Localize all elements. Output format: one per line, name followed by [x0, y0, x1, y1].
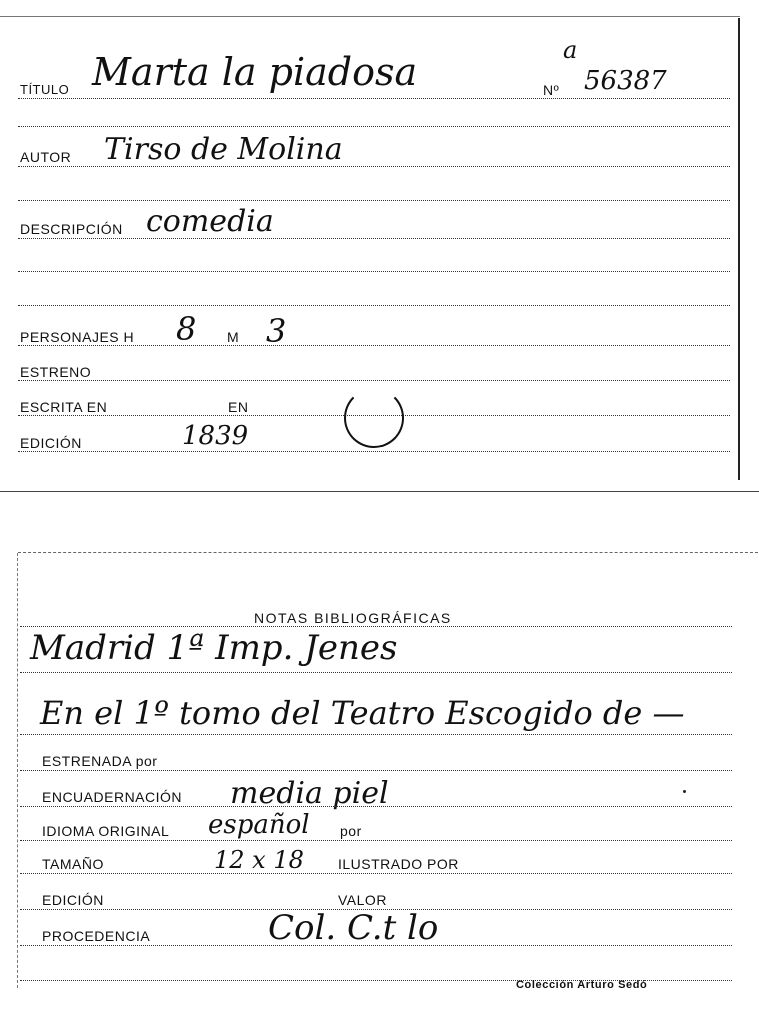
personajes-m-value: 3: [266, 312, 287, 350]
ilustrado-label: ILUSTRADO POR: [338, 856, 459, 872]
encuadernacion-label: ENCUADERNACIÓN: [42, 789, 183, 805]
numero-value: 56387: [584, 66, 667, 96]
estrenada-label: ESTRENADA por: [42, 753, 158, 769]
autor-label: AUTOR: [20, 149, 72, 165]
coleccion-footer: Colección Arturo Sedó: [516, 979, 648, 991]
numero-suffix: a: [563, 36, 578, 64]
titulo-value: Marta la piadosa: [92, 50, 418, 94]
titulo-rule: [18, 98, 730, 99]
edicion-value: 1839: [182, 421, 249, 451]
notas-rule: [20, 626, 732, 627]
punch-hole-circle: [344, 388, 404, 448]
escrita-en-label: ESCRITA EN: [20, 399, 108, 415]
idioma-value: español: [208, 810, 310, 840]
edicion-label: EDICIÓN: [20, 435, 82, 451]
numero-label: Nº: [543, 82, 560, 98]
notas-bibliograficas-heading: NOTAS BIBLIOGRÁFICAS: [254, 610, 452, 626]
notas-line1-rule: [20, 672, 732, 673]
titulo-label: TÍTULO: [20, 82, 70, 97]
tamano-label: TAMAÑO: [42, 856, 104, 872]
estreno-label: ESTRENO: [20, 364, 92, 380]
edicion-label-2: EDICIÓN: [42, 892, 104, 908]
tamano-rule: [20, 873, 732, 874]
personajes-m-label: M: [227, 329, 240, 345]
descripcion-label: DESCRIPCIÓN: [20, 221, 123, 237]
idioma-por-label: por: [340, 823, 362, 839]
idioma-rule: [20, 840, 732, 841]
notas-line2-rule: [20, 734, 732, 735]
descripcion-rule: [18, 238, 730, 239]
procedencia-rule: [20, 945, 732, 946]
notas-line2: En el 1º tomo del Teatro Escogido de —: [40, 694, 685, 732]
card-top-border: [0, 16, 740, 17]
estrenada-rule: [20, 770, 732, 771]
edicion-rule: [18, 451, 730, 452]
blank-rule-1: [18, 126, 730, 127]
descripcion-value: comedia: [146, 204, 274, 239]
idioma-label: IDIOMA ORIGINAL: [42, 823, 170, 839]
card-right-border: [738, 18, 740, 480]
procedencia-label: PROCEDENCIA: [42, 928, 151, 944]
personajes-label: PERSONAJES H: [20, 329, 135, 345]
ink-dot: [683, 790, 686, 793]
en-label: EN: [228, 399, 249, 415]
blank-rule-3: [18, 271, 730, 272]
encuadernacion-rule: [20, 806, 732, 807]
blank-rule-2: [18, 200, 730, 201]
autor-value: Tirso de Molina: [104, 132, 343, 167]
notas-line1: Madrid 1ª Imp. Jenes: [30, 628, 398, 668]
procedencia-value: Col. C.t lo: [268, 908, 439, 948]
estreno-rule: [18, 380, 730, 381]
valor-label: VALOR: [338, 892, 387, 908]
catalog-card-top: [0, 0, 759, 492]
personajes-h-value: 8: [176, 310, 197, 348]
autor-rule: [18, 166, 730, 167]
tamano-value: 12 x 18: [214, 846, 304, 874]
encuadernacion-value: media piel: [230, 776, 389, 811]
blank-rule-4: [18, 305, 730, 306]
card-separator: [0, 491, 759, 492]
card2-top-border: [18, 552, 758, 553]
card2-left-border: [17, 553, 19, 988]
personajes-rule: [18, 345, 730, 346]
